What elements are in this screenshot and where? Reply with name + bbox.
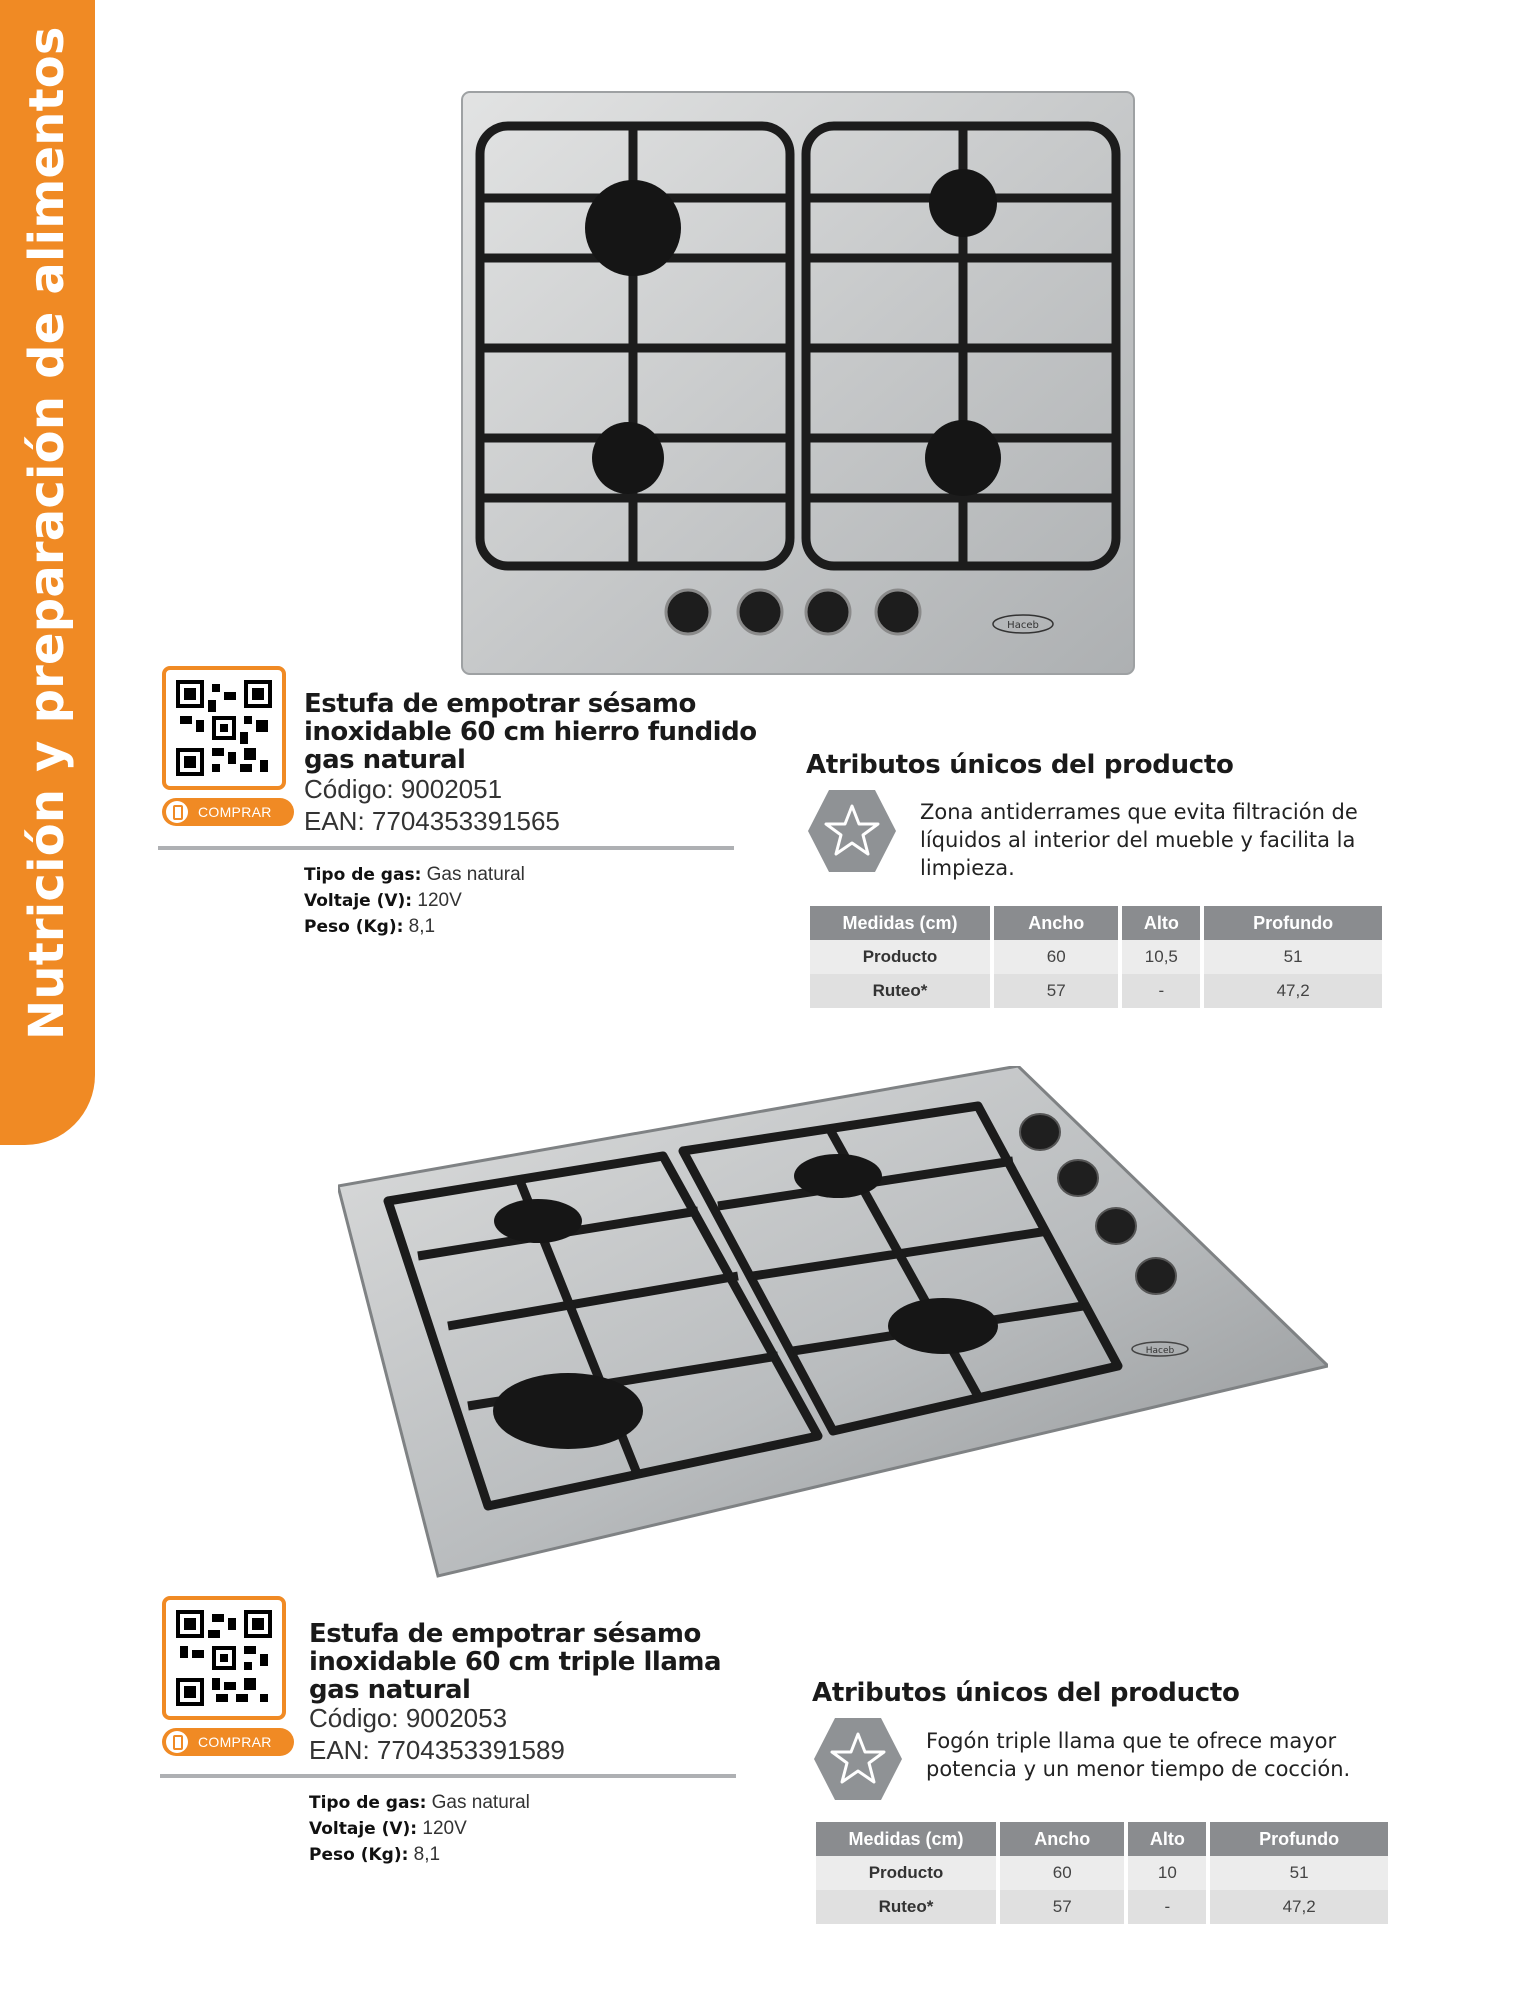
table-cell: 51 <box>1210 1856 1388 1890</box>
qr-code[interactable] <box>162 666 286 790</box>
star-icon <box>812 1716 904 1802</box>
table-cell: 60 <box>1000 1856 1124 1890</box>
table-cell: 57 <box>1000 1890 1124 1924</box>
attributes-title: Atributos únicos del producto <box>806 750 1234 780</box>
table-cell: Producto <box>810 940 990 974</box>
divider <box>158 846 734 850</box>
table-header: Medidas (cm) <box>816 1822 996 1856</box>
attribute-description: Zona antiderrames que evita filtración de líquidos al interior del mueble y facilita la limpieza. <box>920 800 1358 880</box>
spec-gas: Tipo de gas: Gas natural <box>309 1792 530 1813</box>
table-header: Profundo <box>1210 1822 1388 1856</box>
table-header: Alto <box>1122 906 1200 940</box>
spec-list <box>309 1790 530 1868</box>
buy-button[interactable] <box>162 1728 294 1756</box>
spec-gas: Tipo de gas: Gas natural <box>304 864 525 885</box>
phone-icon <box>166 1731 188 1753</box>
product-title: Estufa de empotrar sésamo inoxidable 60 cm triple llama gas natural <box>309 1619 721 1705</box>
qr-icon <box>176 680 272 776</box>
svg-text:Haceb: Haceb <box>1007 620 1039 631</box>
buy-label: COMPRAR <box>198 1734 272 1750</box>
section-title: Nutrición y preparación de alimentos <box>19 26 75 1040</box>
buy-label: COMPRAR <box>198 804 272 820</box>
spec-voltage: Voltaje (V): 120V <box>309 1818 467 1839</box>
divider <box>160 1774 736 1778</box>
section-side-tab <box>0 0 95 1145</box>
table-header: Medidas (cm) <box>810 906 990 940</box>
svg-text:Haceb: Haceb <box>1145 1346 1175 1356</box>
product-ean: EAN: 7704353391589 <box>309 1735 565 1765</box>
table-cell: 47,2 <box>1204 974 1382 1008</box>
table-header-row <box>810 906 1382 940</box>
table-header: Alto <box>1128 1822 1206 1856</box>
table-cell: 10,5 <box>1122 940 1200 974</box>
product-1-image <box>458 88 1138 680</box>
table-row <box>810 940 1382 974</box>
table-cell: Ruteo* <box>816 1890 996 1924</box>
table-cell: - <box>1128 1890 1206 1924</box>
table-cell: 57 <box>994 974 1118 1008</box>
buy-button[interactable] <box>162 798 294 826</box>
qr-code[interactable] <box>162 1596 286 1720</box>
table-cell: - <box>1122 974 1200 1008</box>
product-code: Código: 9002053 <box>309 1703 508 1733</box>
spec-weight: Peso (Kg): 8,1 <box>309 1844 441 1865</box>
table-row <box>816 1890 1388 1924</box>
table-cell: 10 <box>1128 1856 1206 1890</box>
table-row <box>816 1856 1388 1890</box>
table-cell: Ruteo* <box>810 974 990 1008</box>
star-icon <box>806 788 898 874</box>
table-row <box>810 974 1382 1008</box>
product-title: Estufa de empotrar sésamo inoxidable 60 cm hierro fundido gas natural <box>304 689 757 775</box>
attributes-title: Atributos únicos del producto <box>812 1678 1240 1708</box>
measurements-table <box>812 1822 1392 1924</box>
table-header: Ancho <box>994 906 1118 940</box>
spec-list <box>304 862 525 940</box>
table-cell: 60 <box>994 940 1118 974</box>
table-cell: 47,2 <box>1210 1890 1388 1924</box>
product-code: Código: 9002051 <box>304 774 503 804</box>
qr-icon <box>176 1610 272 1706</box>
phone-icon <box>166 801 188 823</box>
table-cell: Producto <box>816 1856 996 1890</box>
spec-weight: Peso (Kg): 8,1 <box>304 916 436 937</box>
product-ean: EAN: 7704353391565 <box>304 806 560 836</box>
measurements-table <box>806 906 1386 1008</box>
table-header: Ancho <box>1000 1822 1124 1856</box>
table-header: Profundo <box>1204 906 1382 940</box>
table-cell: 51 <box>1204 940 1382 974</box>
spec-voltage: Voltaje (V): 120V <box>304 890 462 911</box>
attribute-description: Fogón triple llama que te ofrece mayor potencia y un menor tiempo de cocción. <box>926 1729 1351 1781</box>
table-header-row <box>816 1822 1388 1856</box>
product-2-image <box>338 1066 1328 1586</box>
